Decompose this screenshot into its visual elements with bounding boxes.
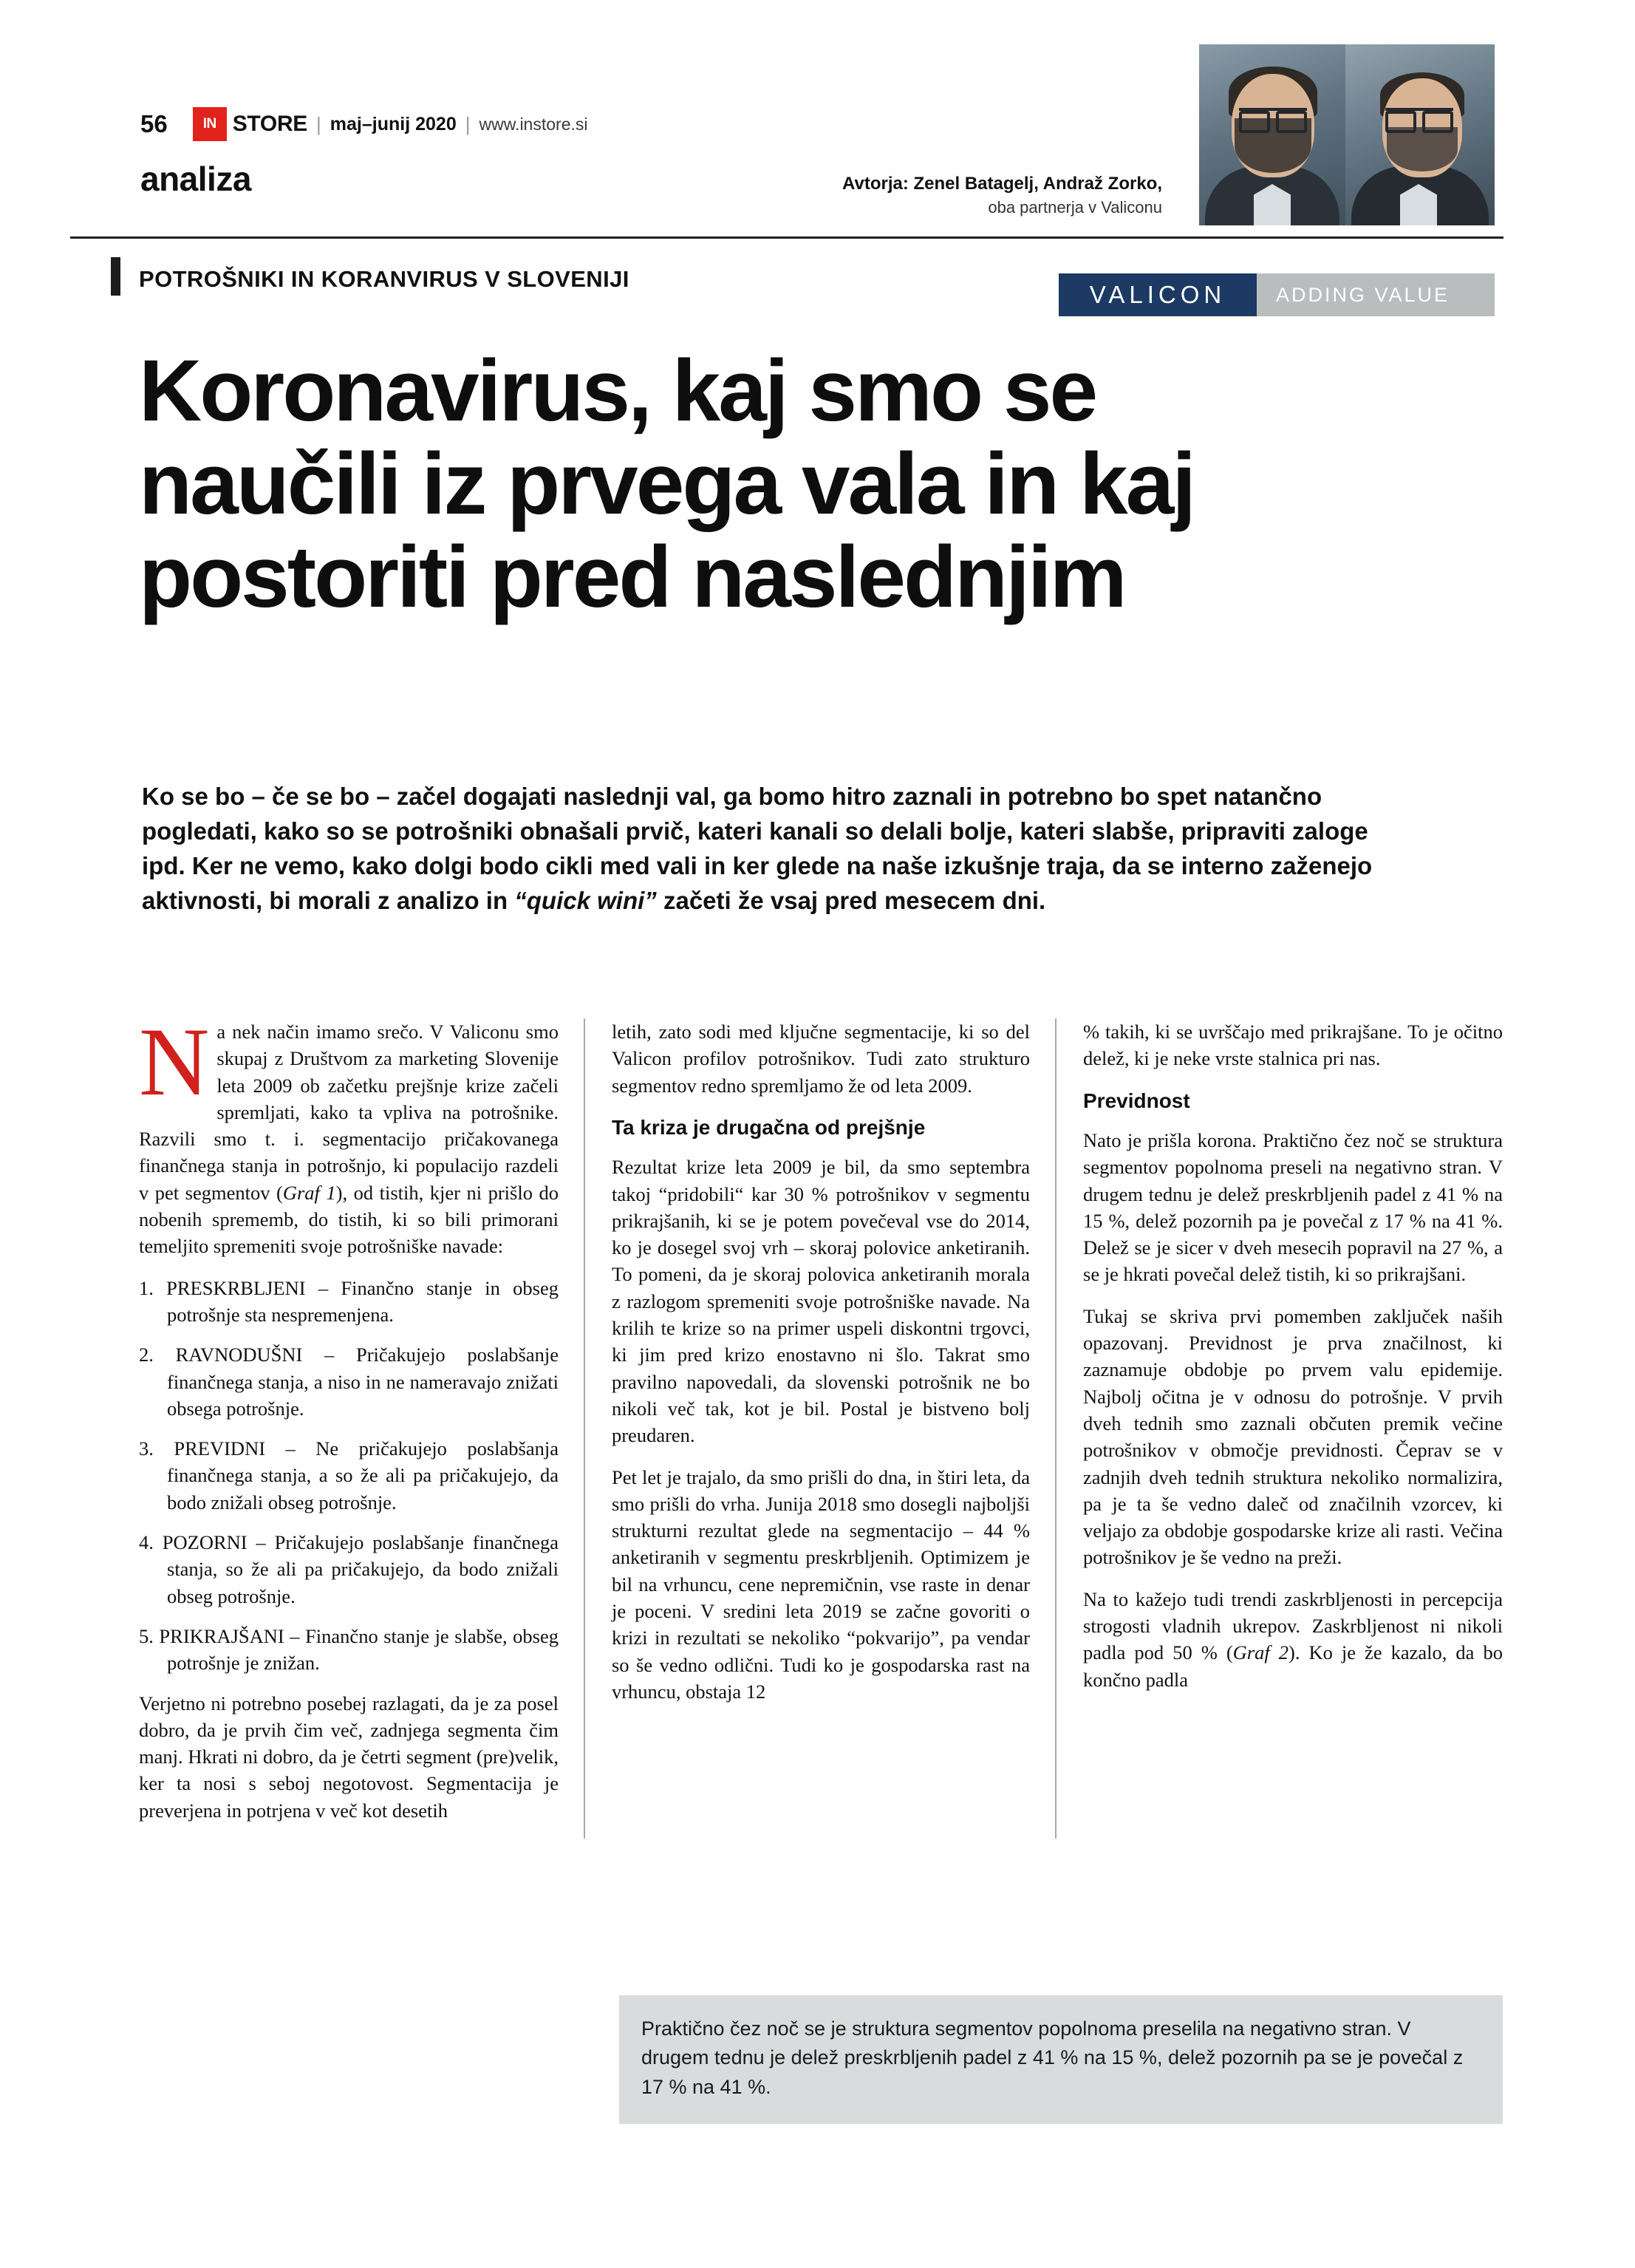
- column1-paragraph-2: Verjetno ni potrebno posebej razlagati, da je za posel dobro, da je prvih čim več, zadnjega segmenta čim manj. Hkrati ni dobro, da je četrti segment (pre)velik, ker ta nosi s seboj negotovost. Segmentacija je preverjena in potrjena v več kot desetih: [139, 1692, 559, 1822]
- photo-beard: [1387, 127, 1458, 171]
- column3-paragraph-2: Nato je prišla korona. Praktično čez noč se struktura segmentov popolnoma preseli na negativno stran. V drugem tednu je delež preskrbljenih padel z 41 % na 15 %, delež pozornih pa je povečal z 17 % na 41 %. Delež se je sicer v dveh mesecih popravil na 27 %, a se je hkrati povečal delež tistih, ki so prikrajšani.: [1083, 1128, 1503, 1286]
- column3-paragraph-4-text: Na to kažejo tudi trendi zaskrbljenosti in percepcija strogosti vladnih ukrepov. Zaskrbljenost ni nikoli padla pod 50 % (: [1083, 1587, 1503, 1664]
- column-2: [585, 1018, 1057, 1839]
- author-photo-andraz-zorko: [1345, 44, 1495, 225]
- photo-glasses: [1239, 108, 1307, 127]
- list-item: 4. POZORNI – Pričakujejo poslabšanje finančnega stanja, so že ali pa pričakujejo, da bodo znižali obseg potrošnje.: [139, 1531, 559, 1607]
- valicon-logo-tagline-text: ADDING VALUE: [1276, 283, 1450, 306]
- drop-cap: N: [139, 1007, 210, 1116]
- article-headline: [139, 342, 1506, 627]
- list-item: 1. PRESKRBLJENI – Finančno stanje in obseg potrošnje sta nespremenjena.: [139, 1276, 559, 1326]
- pull-quote-box: Praktično čez noč se je struktura segmentov popolnoma preselila na negativno stran. V drugem tednu je delež preskrbljenih padel z 41 % na 15 %, delež pozornih pa se je povečal z 17 % na 41 %.: [619, 1995, 1503, 2124]
- column2-paragraph-1: letih, zato sodi med ključne segmentacije, ki so del Valicon profilov potrošnikov. Tudi zato strukturo segmentov redno spremljamo že od leta 2009.: [611, 1021, 1030, 1097]
- website-url: www.instore.si: [479, 114, 588, 134]
- header-divider: [70, 236, 1503, 239]
- headline-line-2: naučili iz prvega vala in kaj: [139, 435, 1194, 533]
- segment-list: [139, 1275, 559, 1677]
- author-photos: [1199, 44, 1495, 225]
- author-photo-zenel-batagelj: [1199, 44, 1345, 225]
- column3-paragraph-3: Tukaj se skriva prvi pomemben zaključek naših opazovanj. Previdnost je prva značilnost, ki zaznamuje obdobje po prvem valu epidemije. Najbolj očitna je v odnosu do potrošnje. V prvih dveh tednih smo zaznali občuten premik večine potrošnikov v območje previdnosti. Čeprav se v zadnjih dveh tednih struktura nekoliko normalizira, pa je ta še vedno daleč od značilnih vzorcev, ki veljajo za obdobje gospodarske krize ali rasti. Večina potrošnikov je še vedno na preži.: [1083, 1304, 1503, 1569]
- standfirst-emphasis: “quick wini”: [514, 886, 657, 914]
- headline-line-1: Koronavirus, kaj smo se: [139, 342, 1096, 440]
- headline-line-3: postoriti pred naslednjim: [139, 528, 1125, 626]
- list-item: 2. RAVNODUŠNI – Pričakujejo poslabšanje finančnega stanja, a niso in ne nameravajo znižati obsega potrošnje.: [139, 1344, 559, 1420]
- masthead-separator-2: |: [465, 112, 471, 135]
- photo-glasses: [1385, 108, 1453, 127]
- list-item: 3. PREVIDNI – Ne pričakujejo poslabšanja finančnega stanja, a so že ali pa pričakujejo, da bodo znižali obseg potrošnje.: [139, 1437, 559, 1513]
- list-item: 5. PRIKRAJŠANI – Finančno stanje je slabše, obseg potrošnje je znižan.: [139, 1624, 559, 1675]
- column1-paragraph-1: [139, 1007, 559, 1260]
- byline-role: oba partnerja v Valiconu: [988, 198, 1162, 217]
- instore-logo-word: STORE: [232, 112, 308, 136]
- column2-paragraph-3: Pet let je trajalo, da smo prišli do dna, in štiri leta, da smo prišli do vrha. Junija 2018 smo dosegli najboljši strukturni rezultat glede na segmentacijo – 44 % anketiranih v segmentu preskrbljenih. Optimizem je bil na vrhuncu, cene nepremičnin, vse raste in denar je poceni. V sredini leta 2019 se začne govoriti o krizi in rezultati se nekoliko “pokvarijo”, pa vendar so še vedno odlični. Tudi ko je gospodarska rast na vrhuncu, obstaja 12: [611, 1465, 1030, 1703]
- subheading-previdnost: Previdnost: [1083, 1089, 1190, 1112]
- byline: [842, 174, 1162, 217]
- valicon-logo-tagline: [1257, 273, 1495, 316]
- masthead-separator-1: |: [316, 112, 321, 135]
- column2-paragraph-2: Rezultat krize leta 2009 je bil, da smo septembra takoj “pridobili“ kar 30 % potrošnikov v segmentu prikrajšanih, ki se je potem povečeval vse do 2014, ko je dosegel svoj vrh – skoraj polovice anketiranih. To pomeni, da je skoraj polovica anketiranih morala z razlogom spremeniti svoje potrošniške navade. Na krilih te krize so na primer uspeli diskontni trgovci, ki jim pred krizo enostavno ni šlo. Takrat smo pravilno napovedali, da slovenski potrošnik ne bo nikoli več tak, kot je bil. Postal je bistveno bolj preudaren.: [611, 1156, 1030, 1447]
- instore-logo-mark: [193, 107, 227, 141]
- page-number: 56: [140, 110, 168, 137]
- instore-logo: [193, 107, 307, 141]
- column1-graf1-reference: Graf 1: [282, 1181, 336, 1204]
- section-title: analiza: [140, 160, 251, 198]
- kicker-marker: [111, 257, 120, 296]
- valicon-logo-main-text: VALICON: [1089, 281, 1226, 308]
- standfirst-part-1: Ko se bo – če se bo – začel dogajati naslednji val, ga bomo hitro zaznali in potrebno bo spet natančno pogledati, kako so se potrošniki obnašali prvič, kateri kanali so delali bolje, kateri slabše, pripraviti zaloge ipd. Ker ne vemo, kako dolgi bodo cikli med vali in ker glede na naše izkušnje traja, da se interno zaženejo aktivnosti, bi morali z analizo in: [142, 783, 1373, 914]
- column3-graf2-reference: Graf 2: [1232, 1641, 1288, 1664]
- column1-paragraph-1-cont: ), od tistih, kjer ni prišlo do nobenih sprememb, do tistih, ki so bili primorani temeljito spremeniti svoje potrošniške navade:: [139, 1181, 559, 1258]
- byline-authors: Avtorja: Zenel Batagelj, Andraž Zorko,: [842, 174, 1162, 194]
- valicon-logo: [1059, 273, 1495, 316]
- valicon-logo-main: [1059, 273, 1257, 316]
- standfirst-part-2: začeti že vsaj pred mesecem dni.: [656, 886, 1046, 914]
- article-body: [139, 1007, 1503, 1839]
- kicker-text: POTROŠNIKI IN KORANVIRUS V SLOVENIJI: [139, 266, 629, 292]
- instore-logo-mark-text: IN: [202, 116, 216, 132]
- subheading-ta-kriza: Ta kriza je drugačna od prejšnje: [611, 1115, 926, 1139]
- column3-paragraph-1: % takih, ki se uvrščajo med prikrajšane. To je očitno delež, ki je neke vrste stalnica pri nas.: [1083, 1021, 1503, 1070]
- column-1: [139, 1007, 585, 1839]
- column3-paragraph-4: [1083, 1586, 1503, 1693]
- article-standfirst: [142, 780, 1390, 918]
- column3-paragraph-4-cont: ). Ko je že kazalo, da bo končno padla: [1083, 1641, 1503, 1691]
- column1-paragraph-1-text: a nek način imamo srečo. V Valiconu smo skupaj z Društvom za marketing Slovenije leta 2009 ob začetku prejšnje krize začeli spremljati, kako ta vpliva na potrošnike. Razvili smo t. i. segmentacijo pričakovanega finančnega stanja in potrošnjo, ki populacijo razdeli v pet segmentov (: [139, 1021, 559, 1204]
- column-3: [1057, 1018, 1503, 1839]
- issue-date: maj–junij 2020: [330, 113, 457, 134]
